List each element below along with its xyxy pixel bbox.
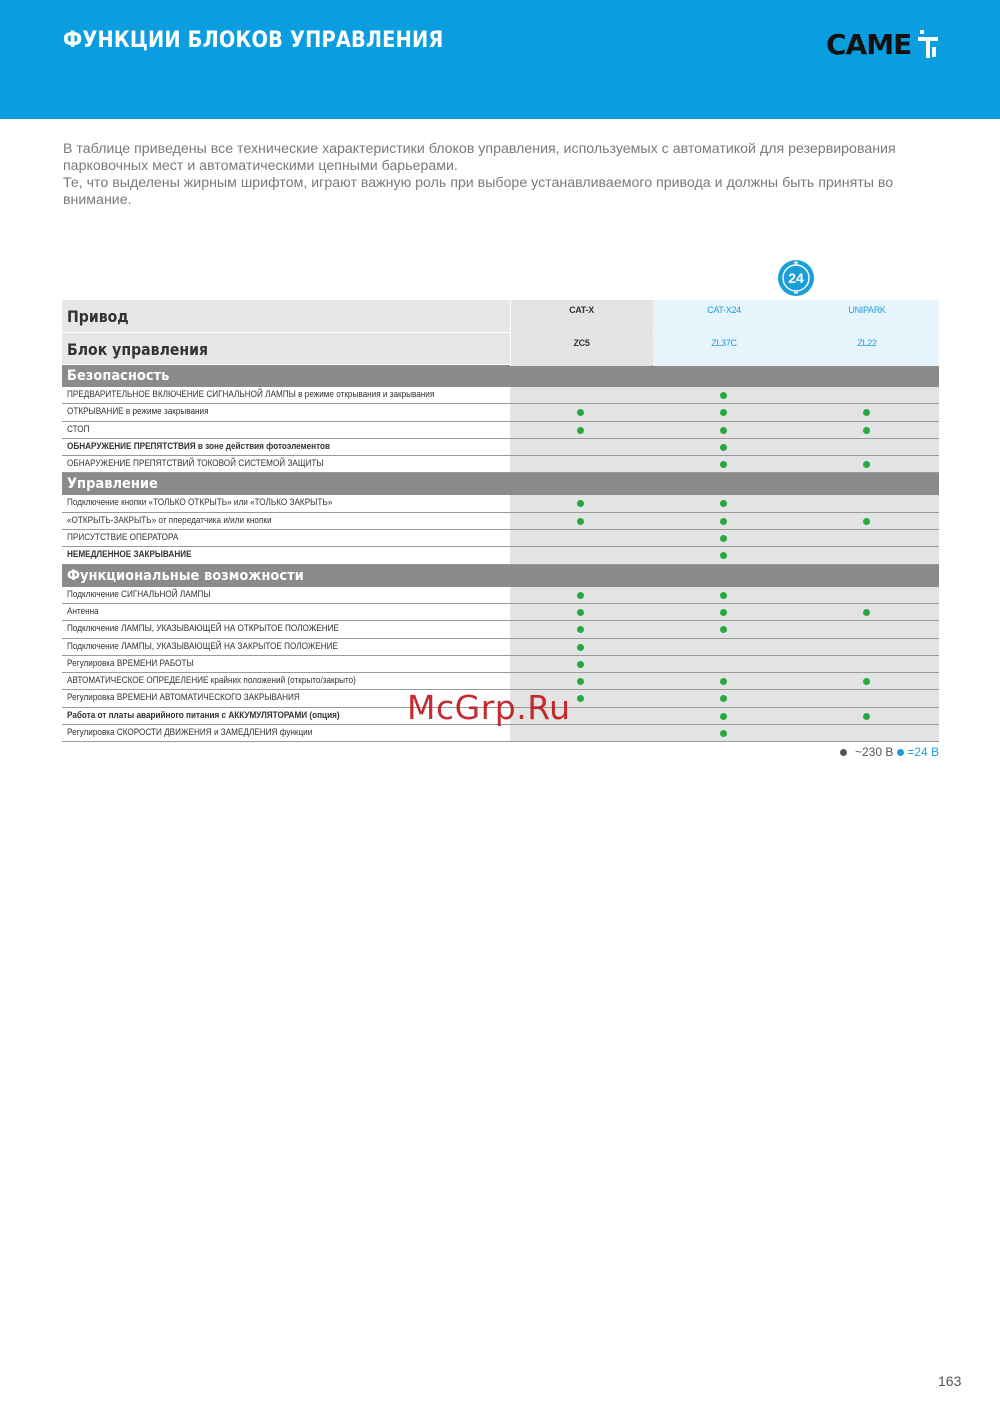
row-label: ОБНАРУЖЕНИЕ ПРЕПЯТСТВИЯ в зоне действия фотоэлементов [67, 440, 331, 452]
table-row [62, 604, 939, 621]
row-label: Работа от платы аварийного питания с АККУМУЛЯТОРАМИ (опция) [67, 709, 340, 721]
table-row [62, 387, 939, 404]
feature-dot-icon [577, 518, 584, 525]
row-label: ОТКРЫВАНИЕ в режиме закрывания [67, 406, 209, 418]
feature-dot-icon [577, 661, 584, 668]
table-row [62, 495, 939, 512]
row-shade [510, 639, 939, 655]
page-title: ФУНКЦИИ БЛОКОВ УПРАВЛЕНИЯ [63, 28, 444, 53]
row-label: СТОП [67, 423, 90, 435]
intro-paragraph-1: В таблице приведены все технические характеристики блоков управления, используемых с автоматикой для резервирования парковочных мест и автоматическими цепными барьерами. [63, 141, 896, 174]
feature-dot-icon [863, 609, 870, 616]
row-label: Регулировка ВРЕМЕНИ РАБОТЫ [67, 657, 194, 669]
table-row [62, 547, 939, 564]
table-row [62, 513, 939, 530]
table-row [62, 656, 939, 673]
page-number: 163 [938, 1373, 962, 1389]
feature-dot-icon [720, 730, 727, 737]
control-col-1: ZC5 [510, 333, 652, 366]
feature-dot-icon [720, 713, 727, 720]
table-row [62, 404, 939, 421]
section-title: Безопасность [67, 368, 170, 384]
section-header [62, 365, 939, 387]
row-label: Антенна [67, 605, 99, 617]
control-col-3: ZL22 [795, 333, 939, 366]
feature-dot-icon [720, 609, 727, 616]
row-label: НЕМЕДЛЕННОЕ ЗАКРЫВАНИЕ [67, 549, 192, 561]
table-row [62, 456, 939, 473]
table-row [62, 621, 939, 638]
came-mark-icon [917, 29, 939, 59]
legend-ac: ~230 В [855, 745, 894, 759]
features-table [62, 300, 939, 742]
dc-dot-icon [897, 749, 904, 756]
row-label: Подключение ЛАМПЫ, УКАЗЫВАЮЩЕЙ НА ЗАКРЫТОЕ ПОЛОЖЕНИЕ [67, 640, 338, 652]
feature-dot-icon [863, 713, 870, 720]
row-label: Подключение СИГНАЛЬНОЙ ЛАМПЫ [67, 588, 211, 600]
row-label: Регулировка СКОРОСТИ ДВИЖЕНИЯ и ЗАМЕДЛЕНИЯ функции [67, 727, 313, 739]
feature-dot-icon [577, 609, 584, 616]
section-header [62, 473, 939, 495]
feature-dot-icon [577, 592, 584, 599]
drive-header-row [62, 300, 939, 333]
row-label: ПРИСУТСТВИЕ ОПЕРАТОРА [67, 532, 179, 544]
control-label: Блок управления [67, 340, 209, 359]
badge-label: 24 [788, 270, 804, 286]
drive-col-1: CAT-X [510, 300, 652, 333]
row-label: ПРЕДВАРИТЕЛЬНОЕ ВКЛЮЧЕНИЕ СИГНАЛЬНОЙ ЛАМПЫ в режиме открывания и закрывания [67, 389, 435, 400]
feature-dot-icon [863, 427, 870, 434]
drive-col-2: CAT-X24 [653, 300, 795, 333]
feature-dot-icon [720, 427, 727, 434]
section-title: Функциональные возможности [67, 567, 304, 584]
feature-dot-icon [720, 592, 727, 599]
intro-paragraph-2: Те, что выделены жирным шрифтом, играют важную роль при выборе устанавливаемого привода и должны быть приняты во внимание. [63, 175, 894, 208]
table-row [62, 439, 939, 456]
table-row [62, 587, 939, 604]
table-body [62, 365, 939, 742]
control-header-row [62, 333, 939, 365]
feature-dot-icon [577, 644, 584, 651]
row-label: Подключение кнопки «ТОЛЬКО ОТКРЫТЬ» или «ТОЛЬКО ЗАКРЫТЬ» [67, 497, 333, 509]
watermark: McGrp.Ru [407, 688, 571, 727]
drive-label: Привод [67, 307, 129, 326]
24v-badge-icon [777, 259, 815, 297]
row-shade [510, 656, 939, 672]
row-label: ОБНАРУЖЕНИЕ ПРЕПЯТСТВИЙ ТОКОВОЙ СИСТЕМОЙ ЗАЩИТЫ [67, 458, 324, 470]
feature-dot-icon [720, 392, 727, 399]
feature-dot-icon [577, 427, 584, 434]
table-row [62, 639, 939, 656]
intro-text [63, 141, 943, 209]
feature-dot-icon [720, 518, 727, 525]
came-logo [826, 26, 939, 62]
row-label: Подключение ЛАМПЫ, УКАЗЫВАЮЩЕЙ НА ОТКРЫТОЕ ПОЛОЖЕНИЕ [67, 623, 339, 635]
row-label: Регулировка ВРЕМЕНИ АВТОМАТИЧЕСКОГО ЗАКРЫВАНИЯ [67, 692, 300, 704]
row-label: «ОТКРЫТЬ-ЗАКРЫТЬ» от ппередатчика и/или кнопки [67, 514, 272, 526]
table-row [62, 725, 939, 742]
drive-col-3: UNIPARK [795, 300, 939, 333]
feature-dot-icon [863, 518, 870, 525]
logo-text: CAME [826, 27, 912, 61]
row-label: АВТОМАТИЧЕСКОЕ ОПРЕДЕЛЕНИЕ крайних положений (открыто/закрыто) [67, 675, 356, 687]
legend-dc: =24 В [907, 745, 940, 759]
page-header [0, 0, 1000, 119]
control-col-2: ZL37C [653, 333, 795, 366]
table-row [62, 530, 939, 547]
feature-dot-icon [720, 444, 727, 451]
ac-dot-icon [840, 749, 847, 756]
section-title: Управление [67, 476, 158, 493]
legend [840, 745, 939, 759]
section-header [62, 565, 939, 587]
table-row [62, 422, 939, 439]
